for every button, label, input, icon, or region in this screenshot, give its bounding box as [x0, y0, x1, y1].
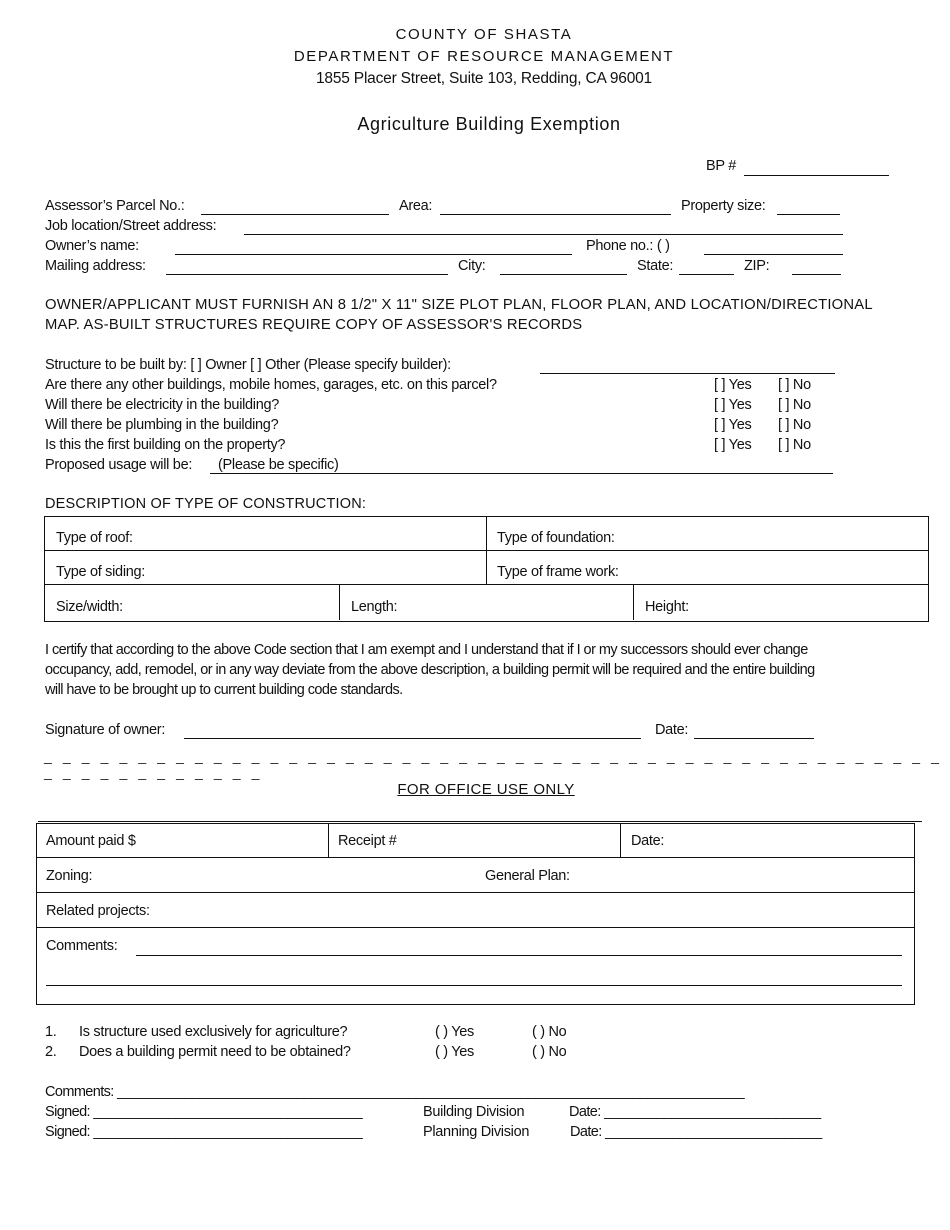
no-radio[interactable]: ( ) No: [532, 1024, 567, 1040]
siding-type-field[interactable]: Type of siding:: [56, 564, 145, 580]
yes-checkbox[interactable]: [ ] Yes: [714, 397, 752, 413]
building-signed-field[interactable]: Signed: ____________________________________: [45, 1104, 363, 1120]
signature-label: Signature of owner:: [45, 722, 166, 738]
review-number: 2.: [45, 1044, 57, 1060]
usage-field[interactable]: [210, 473, 833, 474]
usage-hint: (Please be specific): [218, 457, 339, 473]
yes-checkbox[interactable]: [ ] Yes: [714, 417, 752, 433]
state-label: State:: [637, 258, 674, 274]
planning-signed-field[interactable]: Signed: ____________________________________: [45, 1124, 363, 1140]
general-plan-field[interactable]: General Plan:: [485, 868, 570, 884]
bp-number-field[interactable]: [744, 175, 889, 176]
mailing-address-label: Mailing address:: [45, 258, 146, 274]
no-checkbox[interactable]: [ ] No: [778, 437, 811, 453]
phone-label: Phone no.: ( ): [586, 238, 670, 254]
mailing-address-field[interactable]: [166, 274, 448, 275]
builder-field[interactable]: [540, 373, 835, 374]
parcel-field[interactable]: [201, 214, 389, 215]
signature-field[interactable]: [184, 738, 641, 739]
table-divider: [328, 823, 329, 857]
building-division-label: Building Division: [423, 1104, 525, 1120]
certification-line-2: occupancy, add, remodel, or in any way deviate from the above description, a building permit will be required and the entire building: [45, 662, 815, 678]
area-field[interactable]: [440, 214, 671, 215]
review-question-permit: Does a building permit need to be obtained?: [79, 1044, 351, 1060]
usage-label: Proposed usage will be:: [45, 457, 193, 473]
office-use-heading: FOR OFFICE USE ONLY: [397, 781, 575, 798]
owner-name-label: Owner’s name:: [45, 238, 139, 254]
no-checkbox[interactable]: [ ] No: [778, 417, 811, 433]
office-top-rule: [38, 821, 922, 822]
foundation-type-field[interactable]: Type of foundation:: [497, 530, 615, 546]
roof-type-field[interactable]: Type of roof:: [56, 530, 133, 546]
amount-paid-field[interactable]: Amount paid $: [46, 833, 136, 849]
table-divider: [44, 584, 928, 585]
planning-date-field[interactable]: Date: _____________________________: [570, 1124, 822, 1140]
planning-division-label: Planning Division: [423, 1124, 530, 1140]
no-checkbox[interactable]: [ ] No: [778, 377, 811, 393]
question-electricity: Will there be electricity in the building?: [45, 397, 280, 413]
job-location-label: Job location/Street address:: [45, 218, 217, 234]
table-divider: [339, 584, 340, 620]
property-size-field[interactable]: [777, 214, 840, 215]
question-plumbing: Will there be plumbing in the building?: [45, 417, 279, 433]
office-table: [36, 823, 915, 1005]
frame-type-field[interactable]: Type of frame work:: [497, 564, 619, 580]
table-divider: [620, 823, 621, 857]
department-name: DEPARTMENT OF RESOURCE MANAGEMENT: [293, 48, 675, 65]
review-number: 1.: [45, 1024, 57, 1040]
city-label: City:: [458, 258, 486, 274]
yes-radio[interactable]: ( ) Yes: [435, 1024, 475, 1040]
owner-name-field[interactable]: [175, 254, 572, 255]
certification-line-3: will have to be brought up to current building code standards.: [45, 682, 403, 698]
zip-label: ZIP:: [744, 258, 770, 274]
size-width-field[interactable]: Size/width:: [56, 599, 123, 615]
property-size-label: Property size:: [681, 198, 766, 214]
office-comments-label: Comments:: [46, 938, 118, 954]
built-by-question[interactable]: Structure to be built by: [ ] Owner [ ] Other (Please specify builder):: [45, 357, 451, 373]
table-divider: [633, 584, 634, 620]
no-radio[interactable]: ( ) No: [532, 1044, 567, 1060]
phone-field[interactable]: [704, 254, 843, 255]
table-divider: [36, 927, 914, 928]
review-question-agriculture: Is structure used exclusively for agriculture?: [79, 1024, 348, 1040]
cut-line: _ _ _ _ _ _ _ _ _ _ _ _ _ _ _ _ _ _ _ _ _ _ _ _ _ _ _ _ _ _ _ _ _ _ _ _ _ _ _ _ _ _ _ _ _ _ _ _ _ _ _ _ _ _ _ _ _ _ _ _: [44, 748, 943, 780]
table-divider: [36, 857, 914, 858]
date-field[interactable]: [694, 738, 814, 739]
table-divider: [44, 550, 928, 551]
state-field[interactable]: [679, 274, 734, 275]
county-name: COUNTY OF SHASTA: [395, 26, 573, 43]
office-comments-field-2[interactable]: [46, 985, 902, 986]
notice-line-1: OWNER/APPLICANT MUST FURNISH AN 8 1/2" X 11" SIZE PLOT PLAN, FLOOR PLAN, AND LOCATION/DIRECTIONAL: [45, 297, 873, 313]
question-other-buildings: Are there any other buildings, mobile homes, garages, etc. on this parcel?: [45, 377, 497, 393]
city-field[interactable]: [500, 274, 627, 275]
date-label: Date:: [655, 722, 689, 738]
zip-field[interactable]: [792, 274, 841, 275]
certification-line-1: I certify that according to the above Code section that I am exempt and I understand that if I or my successors should ever change: [45, 642, 808, 658]
construction-heading: DESCRIPTION OF TYPE OF CONSTRUCTION:: [45, 496, 367, 512]
question-first-building: Is this the first building on the property?: [45, 437, 286, 453]
review-comments-field[interactable]: Comments: ____________________________________________________________________________________: [45, 1084, 745, 1100]
form-title: Agriculture Building Exemption: [357, 114, 621, 134]
job-location-field[interactable]: [244, 234, 843, 235]
receipt-field[interactable]: Receipt #: [338, 833, 397, 849]
bp-number-label: BP #: [706, 158, 736, 174]
height-field[interactable]: Height:: [645, 599, 689, 615]
area-label: Area:: [399, 198, 433, 214]
building-date-field[interactable]: Date: _____________________________: [569, 1104, 821, 1120]
length-field[interactable]: Length:: [351, 599, 398, 615]
yes-checkbox[interactable]: [ ] Yes: [714, 437, 752, 453]
table-divider: [36, 892, 914, 893]
office-date-field[interactable]: Date:: [631, 833, 665, 849]
notice-line-2: MAP. AS-BUILT STRUCTURES REQUIRE COPY OF ASSESSOR'S RECORDS: [45, 317, 583, 333]
zoning-field[interactable]: Zoning:: [46, 868, 93, 884]
yes-checkbox[interactable]: [ ] Yes: [714, 377, 752, 393]
related-projects-field[interactable]: Related projects:: [46, 903, 150, 919]
yes-radio[interactable]: ( ) Yes: [435, 1044, 475, 1060]
parcel-label: Assessor’s Parcel No.:: [45, 198, 185, 214]
department-address: 1855 Placer Street, Suite 103, Redding, CA 96001: [316, 70, 652, 87]
no-checkbox[interactable]: [ ] No: [778, 397, 811, 413]
office-comments-field[interactable]: [136, 955, 902, 956]
